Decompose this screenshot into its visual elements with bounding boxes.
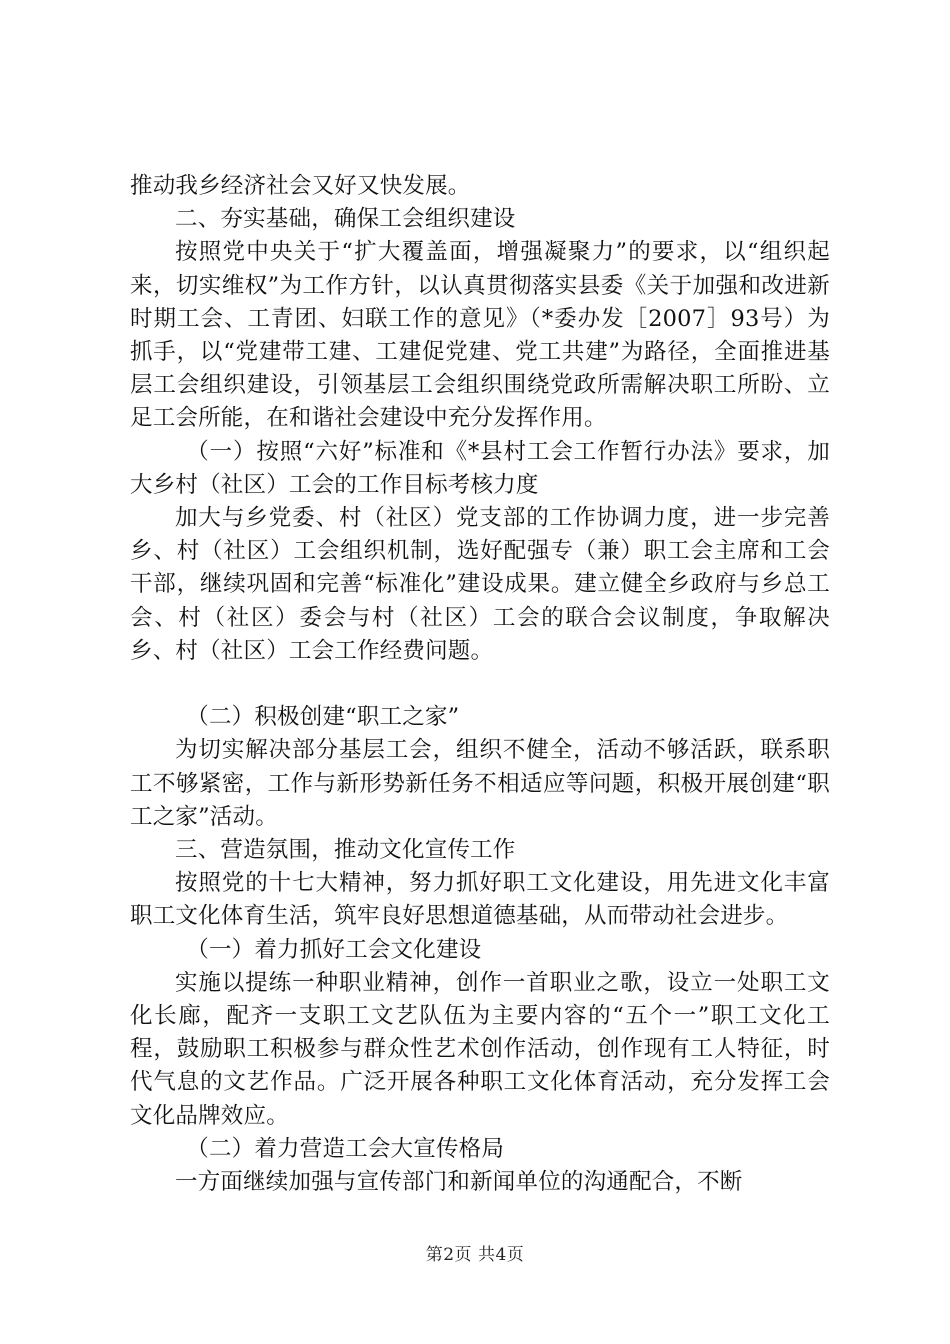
- subsection-heading-3-2: （二）着力营造工会大宣传格局: [186, 1135, 505, 1162]
- subsection-heading-3-1: （一）着力抓好工会文化建设: [186, 936, 482, 963]
- paragraph-culture: 按照党的十七大精神，努力抓好职工文化建设，用先进文化丰富职工文化体育生活，筑牢良好思想道德基础，从而带动社会进步。: [130, 870, 830, 930]
- paragraph-five-ones: 实施以提练一种职业精神，创作一首职业之歌，设立一处职工文化长廊，配齐一支职工文艺队伍为主要内容的“五个一”职工文化工程，鼓励职工积极参与群众性艺术创作活动，创作现有工人特征，时代气息的文艺作品。广泛开展各种职工文化体育活动，充分发挥工会文化品牌效应。: [130, 969, 830, 1129]
- subsection-heading-2-2: （二）积极创建“职工之家”: [186, 704, 460, 731]
- paragraph-continuation: 推动我乡经济社会又好又快发展。: [130, 173, 471, 199]
- document-body: [130, 170, 830, 1199]
- paragraph-coordination: 加大与乡党委、村（社区）党支部的工作协调力度，进一步完善乡、村（社区）工会组织机制，选好配强专（兼）职工会主席和工会干部，继续巩固和完善“标准化”建设成果。建立健全乡政府与乡总工会、村（社区）委会与村（社区）工会的联合会议制度，争取解决乡、村（社区）工会工作经费问题。: [130, 505, 830, 664]
- section-heading-3: 三、营造氛围，推动文化宣传工作: [175, 837, 516, 864]
- paragraph-spacer: [130, 668, 830, 701]
- subsection-heading-2-1: （一）按照“六好”标准和《*县村工会工作暂行办法》要求，加大乡村（社区）工会的工作目标考核力度: [130, 438, 830, 498]
- section-heading-2: 二、夯实基础，确保工会组织建设: [175, 206, 516, 233]
- paragraph-organization: 按照党中央关于“扩大覆盖面，增强凝聚力”的要求，以“组织起来，切实维权”为工作方针，以认真贯彻落实县委《关于加强和改进新时期工会、工青团、妇联工作的意见》（*委办发［2007］93号）为抓手，以“党建带工建、工建促党建、党工共建”为路径，全面推进基层工会组织建设，引领基层工会组织围绕党政所需解决职工所盼、立足工会所能，在和谐社会建设中充分发挥作用。: [130, 239, 830, 432]
- paragraph-publicity: 一方面继续加强与宣传部门和新闻单位的沟通配合，不断: [175, 1169, 743, 1196]
- page-footer: 第2页 共4页: [425, 1245, 525, 1265]
- paragraph-workers-home: 为切实解决部分基层工会，组织不健全，活动不够活跃，联系职工不够紧密，工作与新形势新任务不相适应等问题，积极开展创建“职工之家”活动。: [130, 737, 830, 830]
